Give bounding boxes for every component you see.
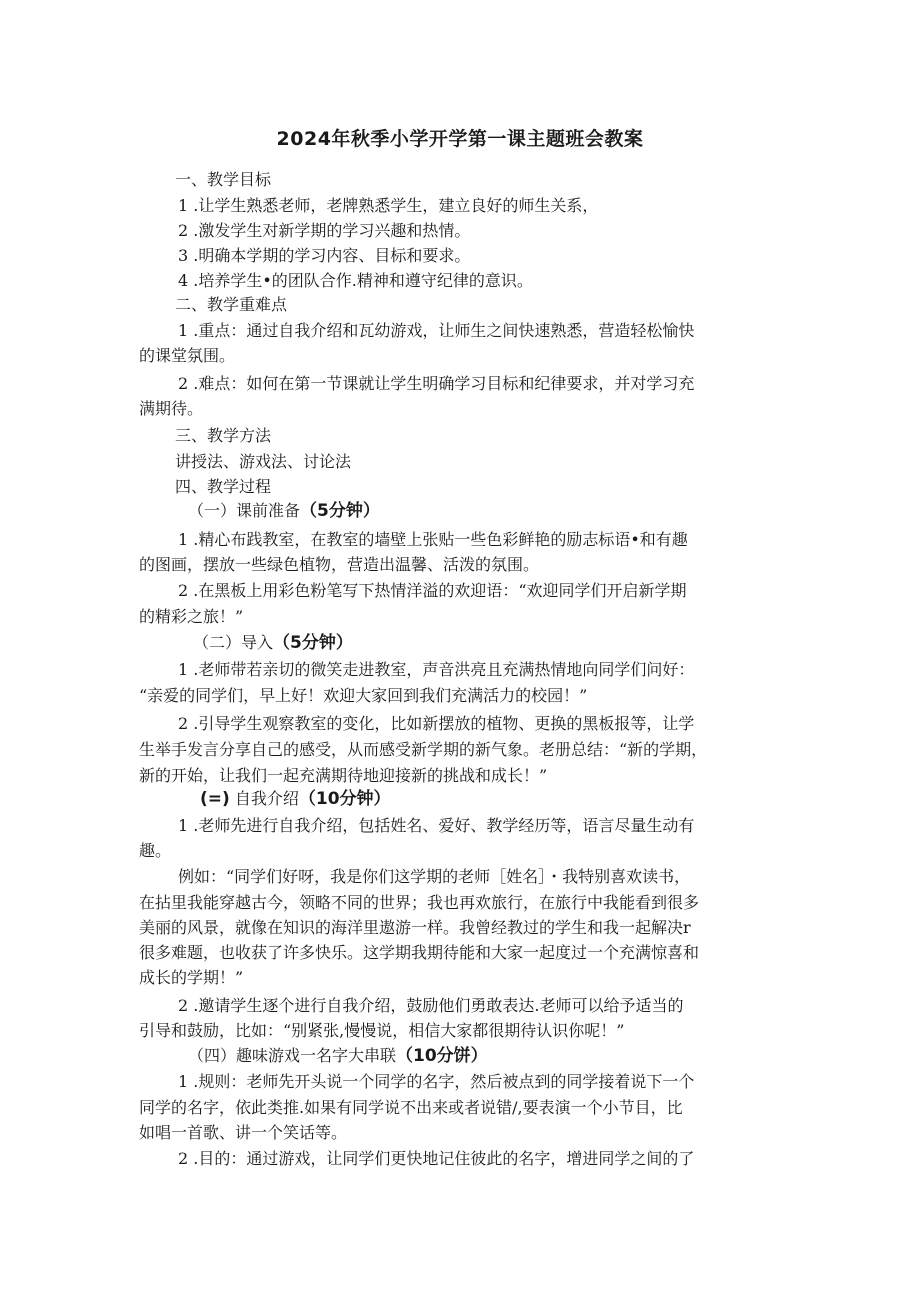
step3-heading (200, 788, 391, 810)
step2-time: （5分钟） (273, 633, 353, 653)
key-heading: 二、教学重难点 (175, 295, 288, 314)
step3-line: 趣。 (139, 841, 172, 860)
goal-item: 3 .明确本学期的学习内容、目标和要求。 (178, 246, 471, 265)
example-line: 在拈里我能穿越古今，领略不同的世界；我也再欢旅行，在旅行中我能看到很多 (139, 893, 700, 912)
step2-label: （二）导入 (193, 633, 274, 652)
step1-line: 2 .在黑板上用彩色粉笔写下热情洋溢的欢迎语：“欢迎同学们开启新学期 (178, 581, 687, 600)
step1-line: 的图画，摆放一些绿色植物，营造出温馨、活泼的氛围。 (139, 555, 540, 574)
example-line: 很多难题，也收获了许多快乐。这学期我期待能和大家一起度过一个充满惊喜和 (139, 943, 700, 962)
step2-line: 1 .老师带若亲切的微笑走进教室，声音洪亮且充满热情地向同学们问好： (178, 660, 695, 679)
step3-time: （10分钟） (298, 789, 391, 809)
step2-heading (193, 632, 353, 654)
example-line: 成长的学期！” (139, 968, 244, 987)
process-heading: 四、教学过程 (175, 477, 272, 496)
step2-line: “亲爱的同学们，早上好！欢迎大家回到我们充满活力的校园！” (139, 686, 588, 705)
step3-line: 2 .邀请学生逐个进行自我介绍，鼓励他们勇敢表达.老师可以给予适当的 (178, 996, 684, 1015)
key-paragraph-line: 2 .难点：如何在第一节课就让学生明确学习目标和纪律要求，并对学习充 (178, 374, 695, 393)
example-line: 美丽的风景，就像在知识的海洋里遨游一样。我曾经教过的学生和我一起解决r (139, 918, 691, 937)
step2-line: 2 .引导学生观察教室的变化，比如新摆放的植物、更换的黑板报等，让学 (178, 714, 695, 733)
step4-line: 2 .目的：通过游戏，让同学们更快地记住彼此的名字，增进同学之间的了 (178, 1149, 695, 1168)
step4-line: 同学的名字，依此类推.如果有同学说不出来或者说错/,要表演一个小节目，比 (139, 1098, 683, 1117)
step4-line: 如唱一首歌、讲一个笑话等。 (139, 1123, 348, 1142)
step2-line: 新的开始，让我们一起充满期待地迎接新的挑战和成长！” (139, 766, 548, 785)
step1-line: 1 .精心布践教室，在教室的墙壁上张贴一些色彩鲜艳的励志标语•和有趣 (178, 530, 688, 549)
step3-label: (=) (200, 789, 230, 809)
step1-time: （5分钟） (300, 501, 380, 521)
method-heading: 三、教学方法 (175, 426, 272, 445)
step4-label: （四）趣味游戏一名字大串联 (188, 1046, 397, 1065)
step1-label: （一）课前准备 (188, 501, 301, 520)
example-line: 例如：“同学们好呀，我是你们这学期的老师［姓名］・我特别喜欢读书， (178, 867, 691, 886)
key-paragraph-line: 满期待。 (139, 399, 204, 418)
step4-line: 1 .规则：老师先开头说一个同学的名字，然后被点到的同学接着说下一个 (178, 1072, 695, 1091)
key-paragraph-line: 1 .重点：通过自我介绍和瓦幼游戏，让师生之间快速熟悉，营造轻松愉快 (178, 321, 695, 340)
goal-item: 1 .让学生熟悉老师，老牌熟悉学生，建立良好的师生关系， (178, 196, 599, 215)
step1-heading (188, 500, 380, 522)
key-paragraph-line: 的课堂氛围。 (139, 346, 236, 365)
goal-item: 4 .培养学生•的团队合作.精神和遵守纪律的意识。 (178, 271, 533, 290)
goal-item: 2 .激发学生对新学期的学习兴趣和热情。 (178, 221, 471, 240)
step3-line: 引导和鼓励，比如：“别紧张,慢慢说，相信大家都很期待认识你呢！” (139, 1021, 625, 1040)
goals-heading: 一、教学目标 (175, 170, 272, 189)
step4-heading (188, 1045, 488, 1067)
step3-line: 1 .老师先进行自我介绍，包括姓名、爱好、教学经历等，语言尽量生动有 (178, 816, 695, 835)
step2-line: 生举手发言分享自己的感受，从而感受新学期的新气象。老册总结：“新的学期， (139, 740, 708, 759)
method-text: 讲授法、游戏法、讨论法 (175, 452, 352, 471)
step4-time: （10分饼） (396, 1046, 488, 1066)
step3-text: 自我介绍 (229, 789, 299, 808)
document-title: 2024年秋季小学开学第一课主题班会教案 (276, 128, 644, 150)
step1-line: 的精彩之旅！” (139, 607, 244, 626)
